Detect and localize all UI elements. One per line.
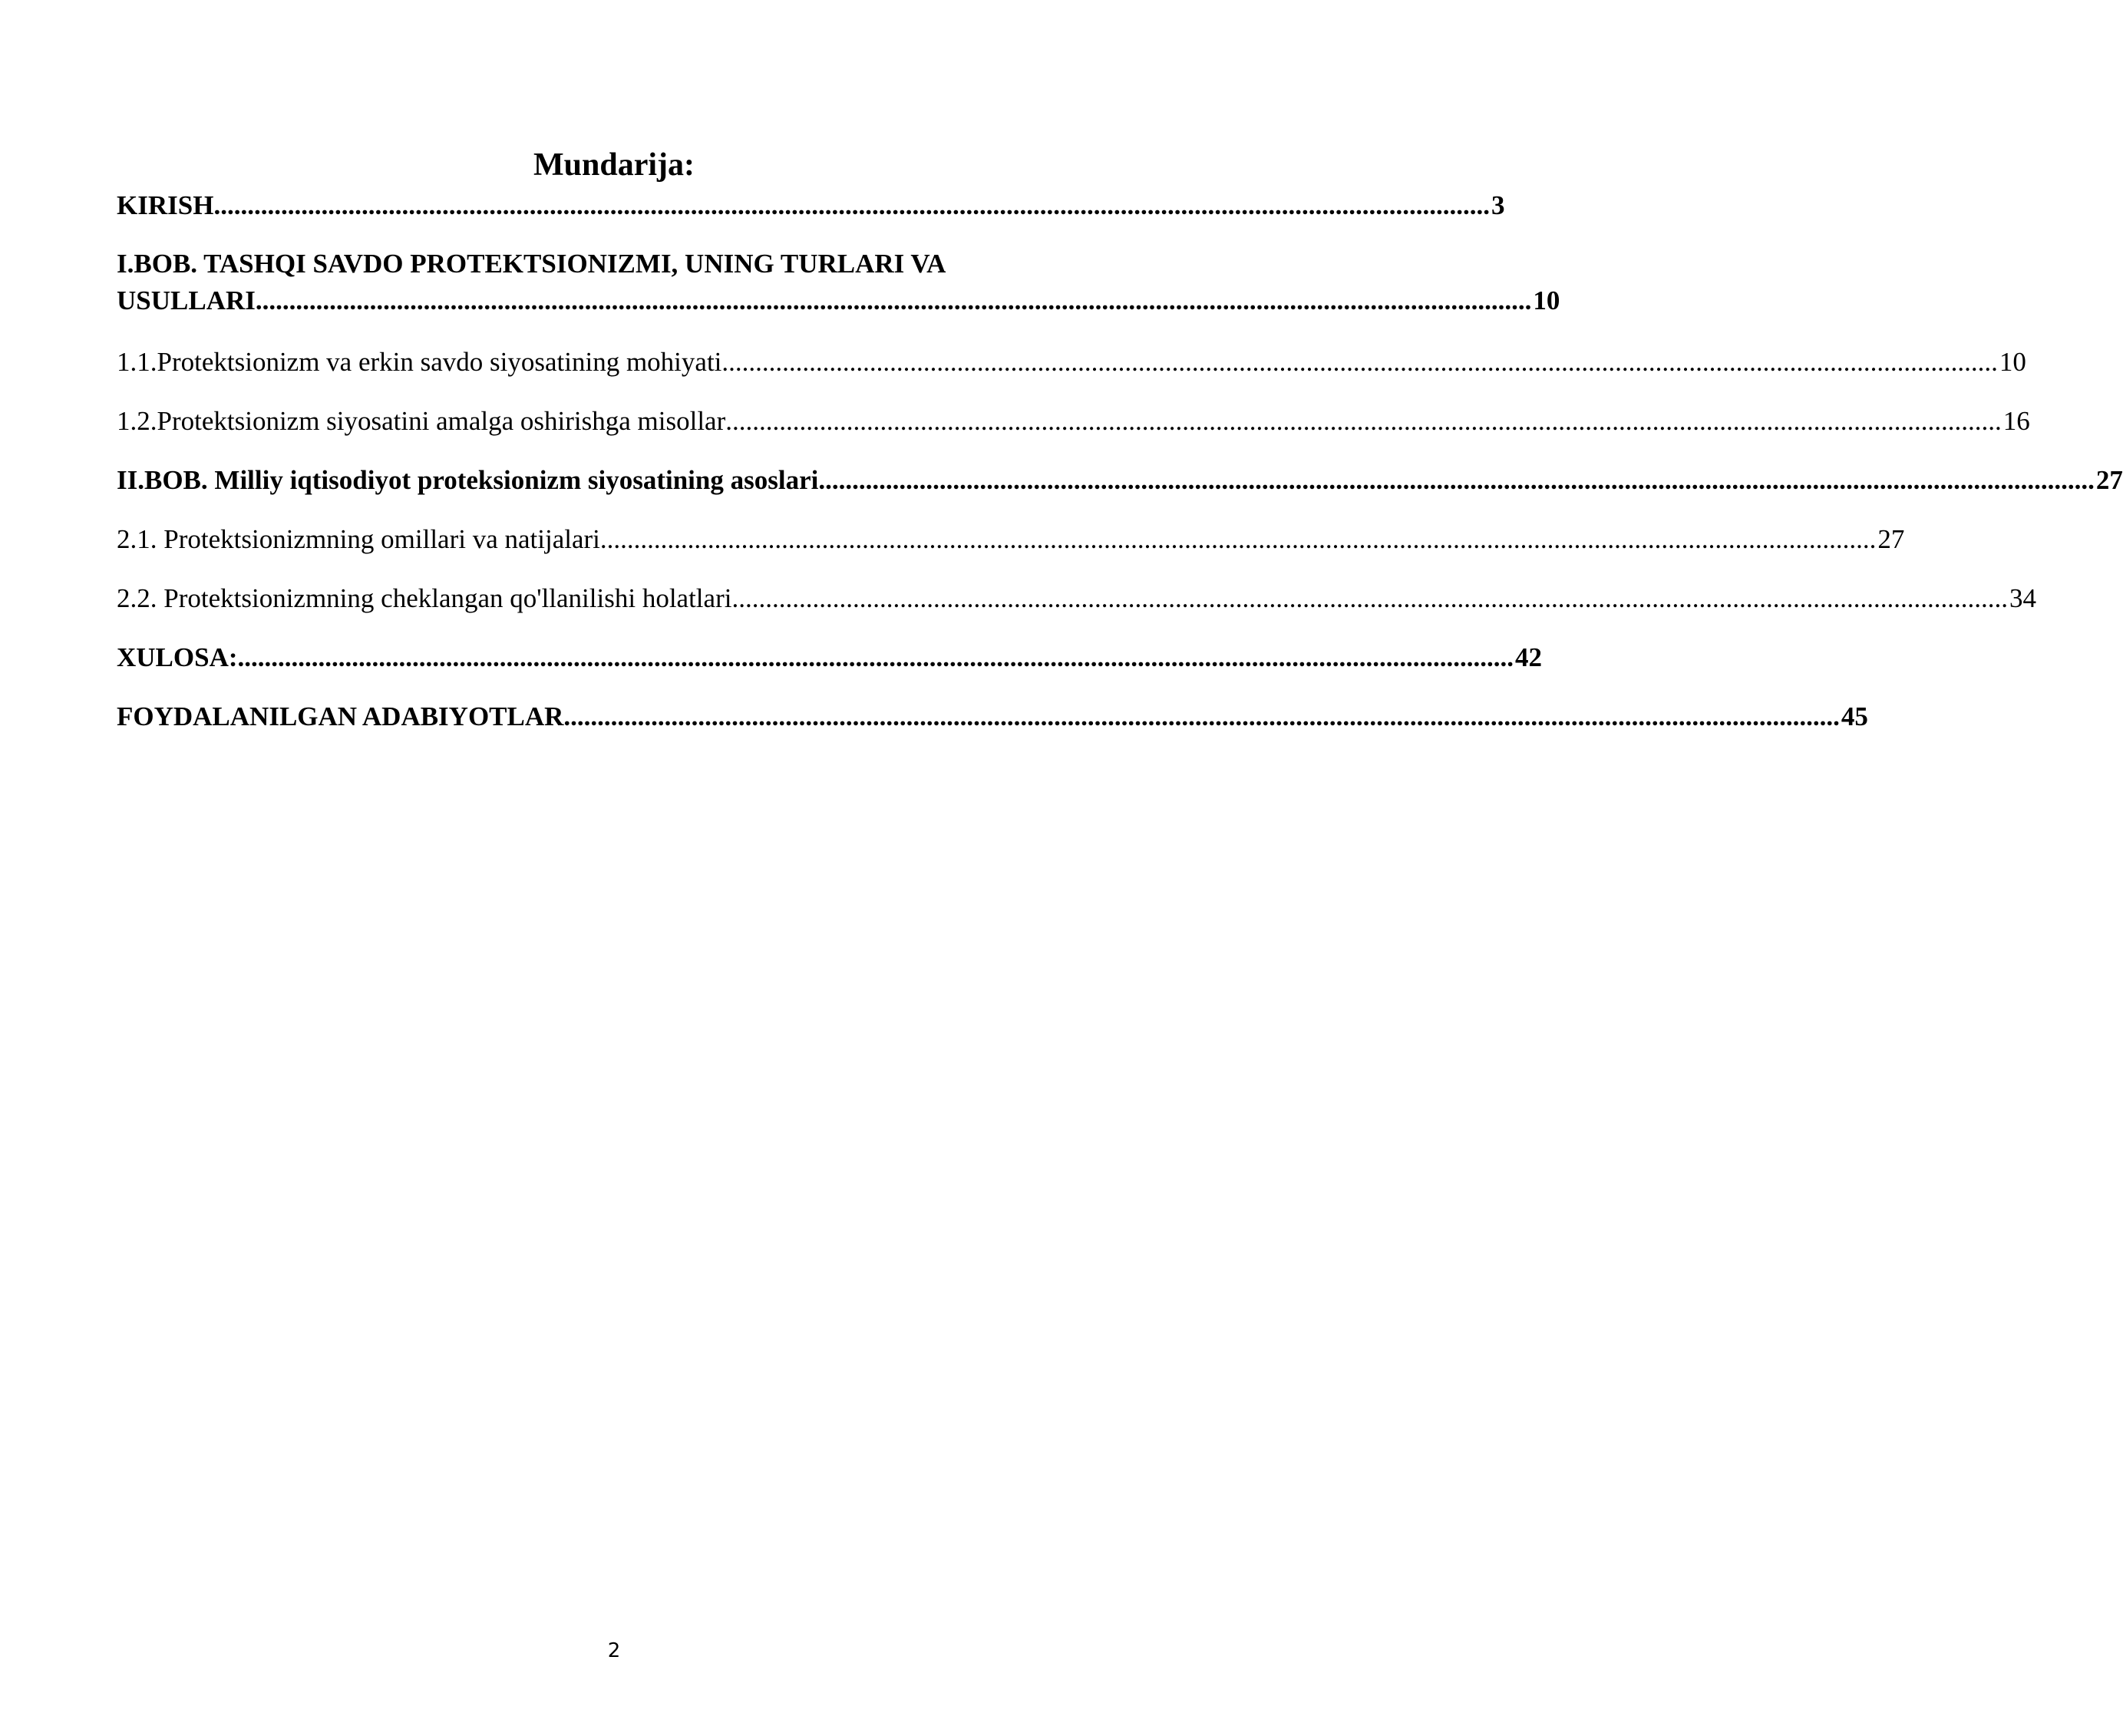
toc-entry-section-1-1[interactable] bbox=[117, 345, 2026, 379]
toc-entry-section-2-1[interactable] bbox=[117, 523, 1905, 556]
page-number: 2 bbox=[607, 1639, 621, 1662]
toc-entry-chapter-2[interactable] bbox=[117, 464, 2123, 497]
toc-leader-dots: .............................................................................................................................................................................................. bbox=[213, 190, 1490, 220]
toc-entry-label: USULLARI bbox=[117, 285, 256, 315]
toc-entry-page: 42 bbox=[1515, 642, 1543, 672]
toc-entry-section-2-2[interactable] bbox=[117, 582, 2036, 616]
toc-entry-section-1-2[interactable] bbox=[117, 404, 2030, 438]
toc-leader-dots: .............................................................................................................................................................................................. bbox=[721, 347, 1998, 377]
toc-entry-references[interactable] bbox=[117, 700, 1868, 734]
toc-entry-page: 45 bbox=[1841, 701, 1868, 731]
toc-entry-label: 2.2. Protektsionizmning cheklangan qo'llanilishi holatlari bbox=[117, 583, 732, 613]
toc-entry-label: 1.1.Protektsionizm va erkin savdo siyosatining mohiyati bbox=[117, 347, 722, 377]
page-title: Mundarija: bbox=[533, 147, 695, 183]
toc-leader-dots: .............................................................................................................................................................................................. bbox=[255, 285, 1532, 315]
toc-entry-label: 1.2.Protektsionizm siyosatini amalga oshirishga misollar bbox=[117, 406, 726, 436]
toc-entry-page: 3 bbox=[1491, 190, 1505, 220]
toc-entry-page: 27 bbox=[2095, 465, 2123, 495]
toc-entry-kirish[interactable] bbox=[117, 189, 1505, 223]
toc-entry-page: 16 bbox=[2002, 406, 2030, 436]
toc-leader-dots: .............................................................................................................................................................................................. bbox=[725, 406, 2002, 436]
toc-entry-page: 10 bbox=[1533, 285, 1560, 315]
toc-entry-label: FOYDALANILGAN ADABIYOTLAR bbox=[117, 701, 564, 731]
toc-entry-page: 10 bbox=[1999, 347, 2026, 377]
toc-entry-label-line1: I.BOB. TASHQI SAVDO PROTEKTSIONIZMI, UNING TURLARI VA bbox=[117, 249, 946, 279]
toc-leader-dots: .............................................................................................................................................................................................. bbox=[818, 465, 2095, 495]
toc-entry-conclusion[interactable] bbox=[117, 641, 1543, 675]
toc-entry-label: XULOSA: bbox=[117, 642, 238, 672]
toc-leader-dots: .............................................................................................................................................................................................. bbox=[731, 583, 2008, 613]
toc-entry-label: KIRISH bbox=[117, 190, 214, 220]
toc-entry-label: II.BOB. Milliy iqtisodiyot proteksionizm siyosatining asoslari bbox=[117, 465, 819, 495]
toc-leader-dots: .............................................................................................................................................................................................. bbox=[237, 642, 1514, 672]
toc-entry-page: 27 bbox=[1877, 524, 1905, 554]
toc-leader-dots: .............................................................................................................................................................................................. bbox=[563, 701, 1840, 731]
toc-entry-chapter-1[interactable] bbox=[117, 247, 1560, 318]
toc-entry-label: 2.1. Protektsionizmning omillari va natijalari bbox=[117, 524, 600, 554]
toc-entry-page: 34 bbox=[2009, 583, 2036, 613]
toc-leader-dots: .............................................................................................................................................................................................. bbox=[599, 524, 1877, 554]
